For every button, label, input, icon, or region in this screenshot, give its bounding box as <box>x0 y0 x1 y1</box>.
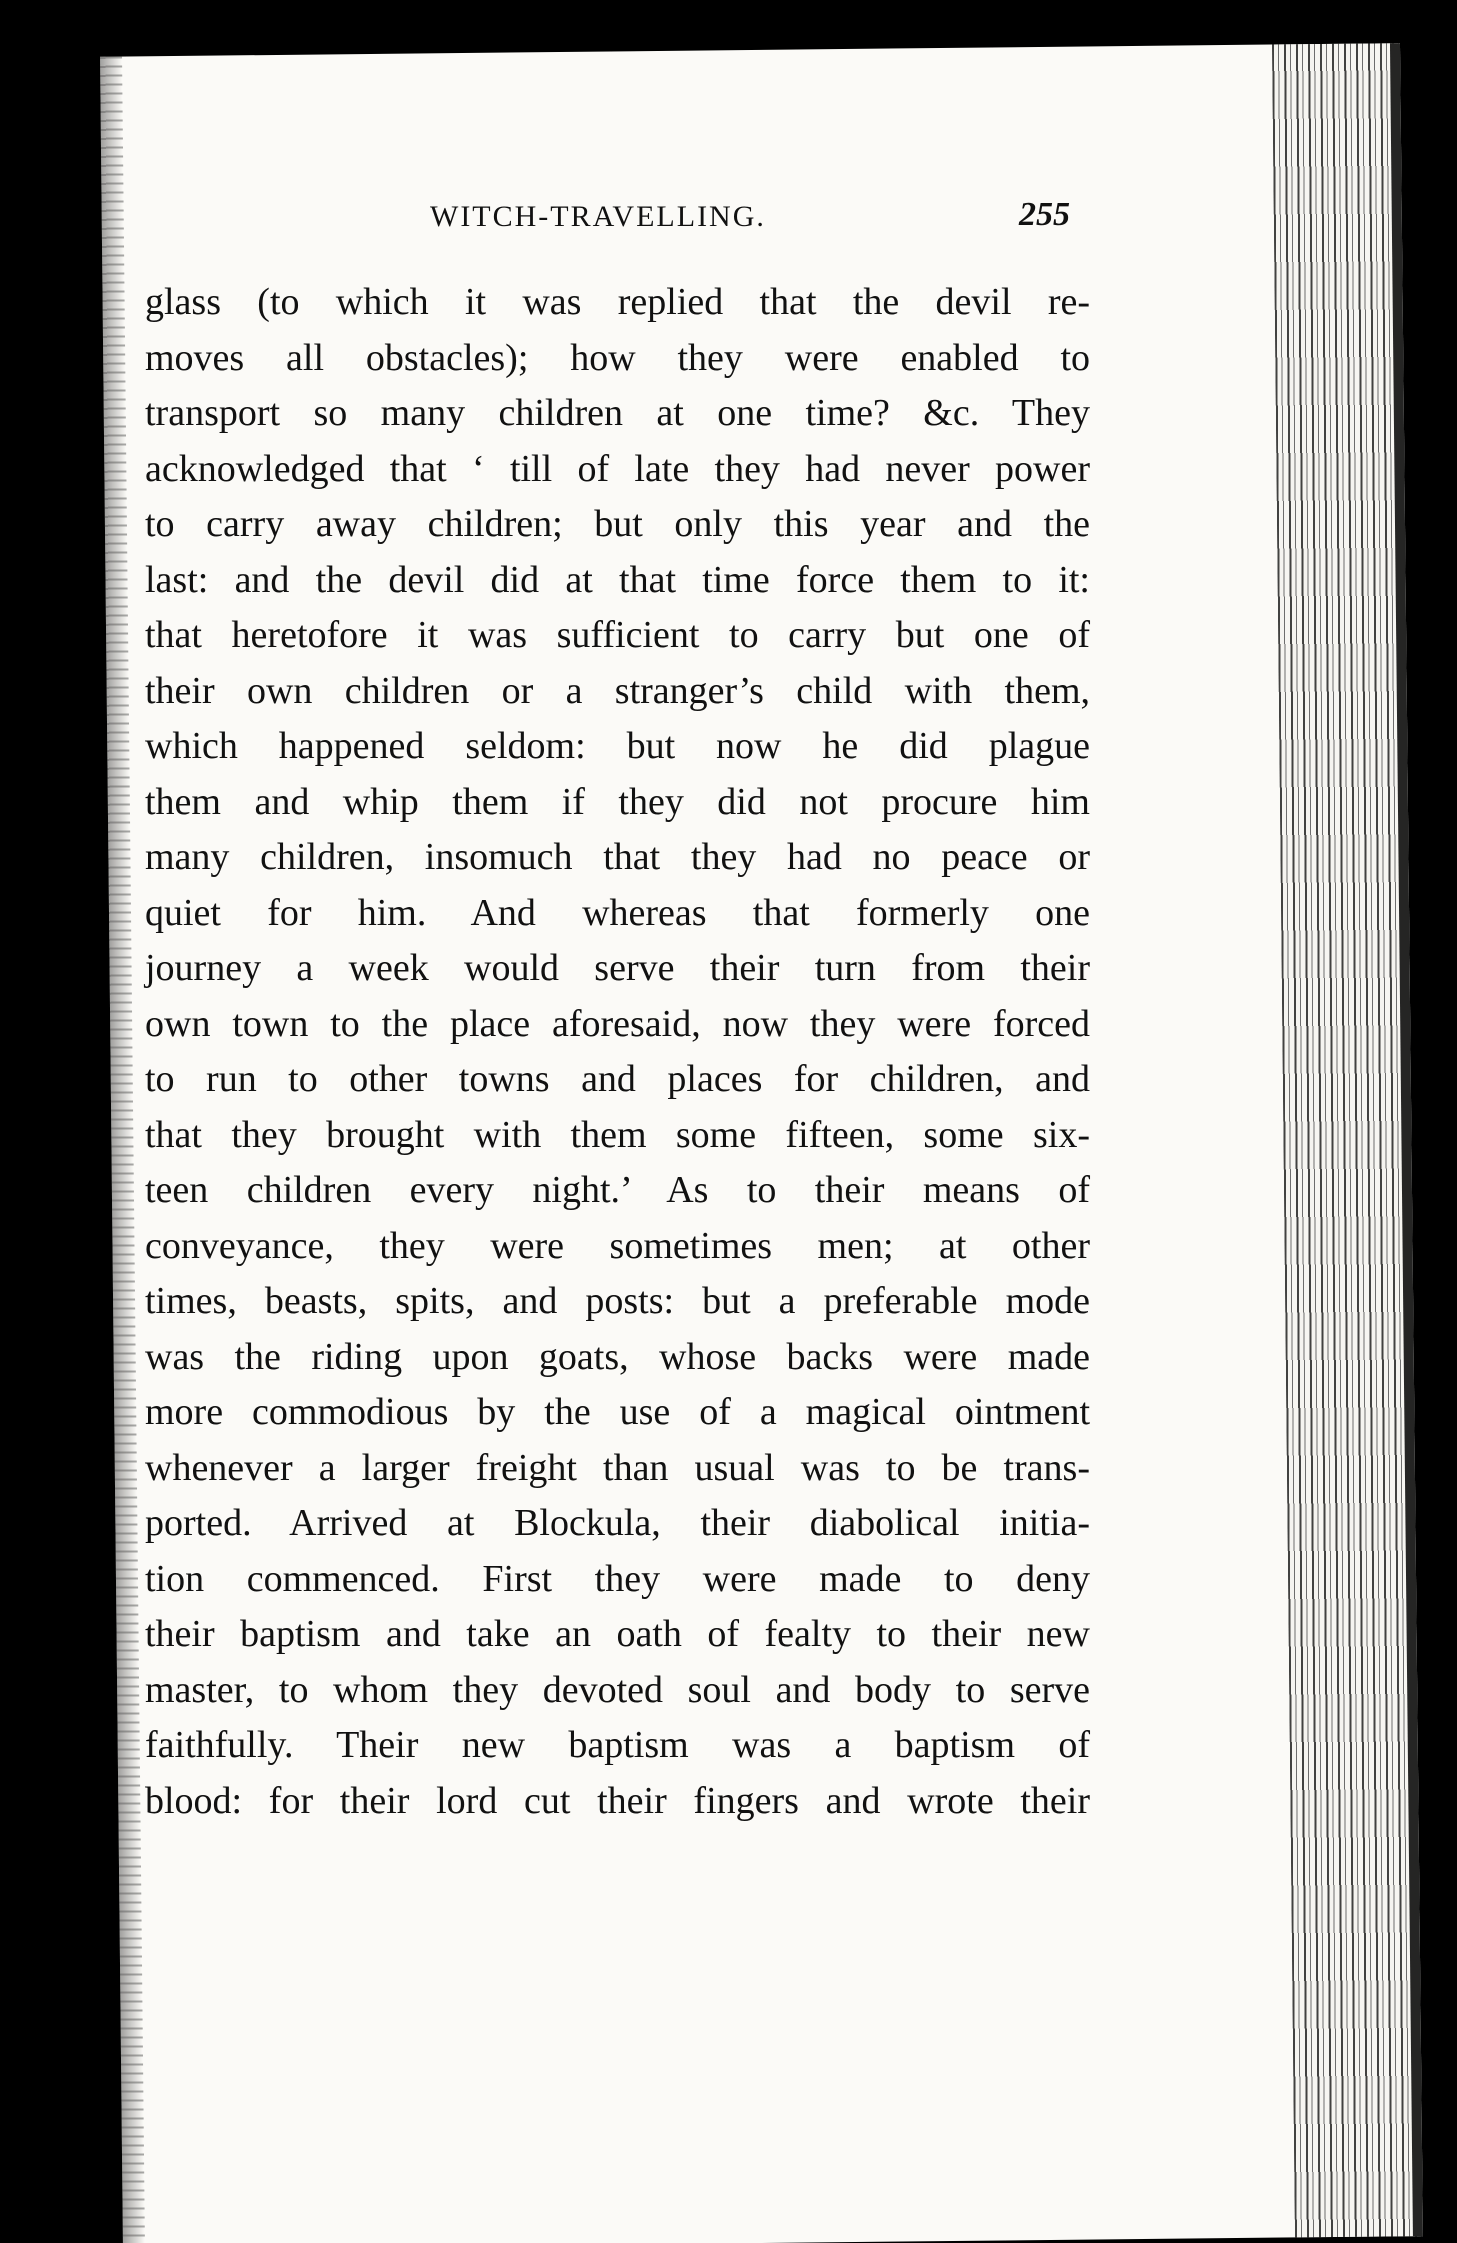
text-line: their own children or a stranger’s child with them, <box>145 669 1090 712</box>
text-line: acknowledged that ‘ till of late they had never power <box>145 447 1090 490</box>
text-line: many children, insomuch that they had no peace or <box>145 836 1090 878</box>
text-line: teen children every night.’ As to their means of <box>145 1169 1090 1211</box>
text-line: journey a week would serve their turn from their <box>145 947 1090 989</box>
text-line: last: and the devil did at that time force them to it: <box>145 558 1090 601</box>
text-line: quiet for him. And whereas that formerly one <box>145 891 1090 934</box>
text-line: ported. Arrived at Blockula, their diabolical initia- <box>145 1502 1090 1544</box>
text-line: which happened seldom: but now he did plague <box>145 725 1090 767</box>
text-line: their baptism and take an oath of fealty to their new <box>145 1613 1090 1655</box>
text-line: conveyance, they were sometimes men; at other <box>145 1224 1090 1267</box>
text-line: that heretofore it was sufficient to carry but one of <box>145 614 1090 656</box>
binding-edge <box>100 57 145 2243</box>
running-title: WITCH-TRAVELLING. <box>430 200 766 233</box>
text-line: blood: for their lord cut their fingers and wrote their <box>145 1779 1090 1822</box>
text-line: to run to other towns and places for children, and <box>145 1058 1090 1100</box>
text-line: more commodious by the use of a magical ointment <box>145 1391 1090 1433</box>
text-line: to carry away children; but only this year and the <box>145 503 1090 545</box>
text-line: own town to the place aforesaid, now they were forced <box>145 1002 1090 1045</box>
text-line: glass (to which it was replied that the devil re- <box>145 281 1090 323</box>
body-text <box>145 275 1090 1829</box>
text-line: tion commenced. First they were made to deny <box>145 1557 1090 1600</box>
text-line: master, to whom they devoted soul and body to serve <box>145 1668 1090 1711</box>
text-line: faithfully. Their new baptism was a baptism of <box>145 1724 1090 1766</box>
page-edges <box>1272 43 1423 2237</box>
page-number: 255 <box>1019 196 1070 233</box>
text-line: times, beasts, spits, and posts: but a preferable mode <box>145 1280 1090 1322</box>
text-line: was the riding upon goats, whose backs were made <box>145 1335 1090 1378</box>
text-line: moves all obstacles); how they were enabled to <box>145 336 1090 379</box>
text-line: them and whip them if they did not procure him <box>145 780 1090 823</box>
text-line: whenever a larger freight than usual was to be trans- <box>145 1446 1090 1489</box>
text-line: that they brought with them some fifteen, some six- <box>145 1113 1090 1156</box>
page-header <box>150 196 1070 250</box>
text-line: transport so many children at one time? &c. They <box>145 392 1090 434</box>
